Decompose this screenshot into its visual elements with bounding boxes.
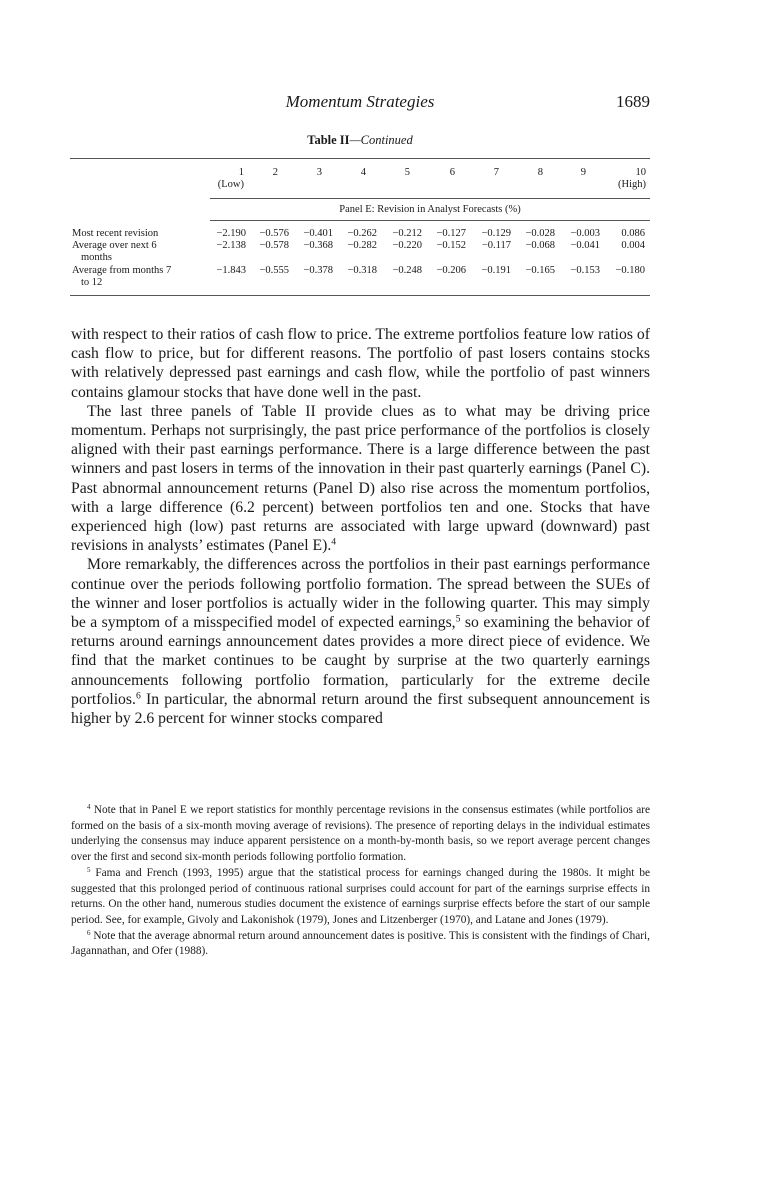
paragraph-3-text-b: so examining the behavior of returns around earnings announcement dates provides a more direct piece of evidence. We find that the market continues to be caught by surprise at the two quarterly earnings announcements following portfolio formation, particularly for the extreme decile portfolios. <box>71 614 650 708</box>
row-label-line: Most recent revision <box>72 228 159 239</box>
table-cell: 0.086 <box>621 228 645 239</box>
table-title-italic: —Continued <box>349 133 413 147</box>
table-cell: −0.180 <box>615 265 645 276</box>
table-cell: −0.165 <box>525 265 555 276</box>
table-cell: −2.138 <box>216 240 246 251</box>
column-header-bottom: 2 <box>272 167 278 178</box>
running-head <box>70 92 650 114</box>
table-cell: 0.004 <box>621 240 645 251</box>
footnotes <box>71 803 650 960</box>
table-cell: −0.368 <box>303 240 333 251</box>
column-header-bottom: 3 <box>316 167 322 178</box>
paragraph-1: with respect to their ratios of cash flow to price. The extreme portfolios feature low ratios of cash flow to price, but for different reasons. The portfolio of past losers contains stocks with relatively depressed past earnings and cash flow, while the portfolio of past winners contains glamour stocks that have done well in the past. <box>71 326 650 401</box>
row-label-line: Average over next 6 <box>72 240 157 251</box>
table-cell: −0.262 <box>347 228 377 239</box>
table-cell: −0.401 <box>303 228 333 239</box>
body-text <box>71 325 650 728</box>
table-cell: −0.206 <box>436 265 466 276</box>
table-cell: −0.212 <box>392 228 422 239</box>
table-bottom-rule <box>70 295 650 296</box>
column-header-8 <box>505 167 543 179</box>
table-cell: −2.190 <box>216 228 246 239</box>
column-header-top: 1 <box>238 167 244 178</box>
column-header-7 <box>461 167 499 179</box>
column-header-bottom: 8 <box>537 167 543 178</box>
panel-upper-rule <box>210 198 650 199</box>
table-cell: −0.220 <box>392 240 422 251</box>
panel-label: Panel E: Revision in Analyst Forecasts (%) <box>339 204 521 215</box>
table-cell: −0.191 <box>481 265 511 276</box>
table-cell: −1.843 <box>216 265 246 276</box>
table-cell: −0.068 <box>525 240 555 251</box>
table-top-rule <box>70 158 650 159</box>
footnote-ref-5[interactable]: 5 <box>455 613 461 625</box>
table-cell: −0.129 <box>481 228 511 239</box>
table-cell: −0.282 <box>347 240 377 251</box>
table-cell: −0.003 <box>570 228 600 239</box>
footnote-6 <box>71 929 650 960</box>
table-cell: −0.578 <box>259 240 289 251</box>
table-cell: −0.028 <box>525 228 555 239</box>
footnote-4 <box>71 803 650 866</box>
table-cell: −0.127 <box>436 228 466 239</box>
column-header-4 <box>328 167 366 179</box>
row-label-continuation: to 12 <box>81 276 103 288</box>
table-title <box>70 133 650 148</box>
row-label-average-months-7-12 <box>72 265 207 288</box>
column-header-10 <box>600 167 646 191</box>
paragraph-2 <box>71 402 650 556</box>
row-label-line: Average from months 7 <box>72 265 172 276</box>
column-header-6 <box>417 167 455 179</box>
row-label-average-next-6 <box>72 240 207 263</box>
column-header-bottom: 4 <box>360 167 366 178</box>
table-cell: −0.555 <box>259 265 289 276</box>
footnote-mark: 6 <box>87 928 91 937</box>
column-header-bottom: 5 <box>404 167 410 178</box>
footnote-text: Note that in Panel E we report statistics for monthly percentage revisions in the consensus estimates (while portfolios are formed on the basis of a six-month moving average of revisions). The presence of reporting delays in the individual estimates underlying the consensus may induce apparent persistence on a month-by-month basis, so we report average percent changes over the first and second six-month periods following portfolio formation. <box>71 804 650 864</box>
footnote-mark: 4 <box>87 803 91 812</box>
column-header-bottom: 9 <box>580 167 586 178</box>
table-cell: −0.576 <box>259 228 289 239</box>
paragraph-3-text-a: More remarkably, the differences across the portfolios in their past earnings performance continue over the periods following portfolio formation. The spread between the SUEs of the winner and loser portfolios is actually wider in the following quarter. This may simply be a symptom of a misspecified model of expected earnings, <box>71 556 650 632</box>
column-header-bottom: 6 <box>449 167 455 178</box>
table-cell: −0.248 <box>392 265 422 276</box>
row-label-continuation: months <box>81 251 112 263</box>
paragraph-3 <box>71 555 650 728</box>
footnote-text: Fama and French (1993, 1995) argue that the statistical process for earnings changed during the 1980s. It might be suggested that this prolonged period of continuous rational surprises could account for part of the earnings surprise effects in returns. On the other hand, numerous studies document the existence of earnings surprise effects before the start of our sample period. See, for example, Givoly and Lakonishok (1979), Jones and Litzenberger (1970), and Latane and Jones (1979). <box>71 866 650 926</box>
footnote-text: Note that the average abnormal return around announcement dates is positive. This is consistent with the findings of Chari, Jagannathan, and Ofer (1988). <box>71 929 650 958</box>
table-cell: −0.153 <box>570 265 600 276</box>
column-header-2 <box>240 167 278 179</box>
column-header-9 <box>548 167 586 179</box>
column-header-5 <box>372 167 410 179</box>
page-number: 1689 <box>616 92 650 111</box>
footnote-mark: 5 <box>87 865 91 874</box>
column-header-1 <box>198 167 244 191</box>
table-cell: −0.041 <box>570 240 600 251</box>
column-header-3 <box>284 167 322 179</box>
column-header-bottom: (High) <box>618 179 646 190</box>
table-title-bold: Table II <box>307 133 350 147</box>
panel-lower-rule <box>210 220 650 221</box>
running-title: Momentum Strategies <box>285 92 435 111</box>
paragraph-3-text-c: In particular, the abnormal return around the first subsequent announcement is higher by 2.6 percent for winner stocks compared <box>71 690 650 728</box>
column-header-top: 10 <box>635 167 646 178</box>
table-cell: −0.318 <box>347 265 377 276</box>
footnote-ref-4[interactable]: 4 <box>331 536 337 548</box>
table-cell: −0.378 <box>303 265 333 276</box>
column-header-bottom: 7 <box>493 167 499 178</box>
footnote-ref-6[interactable]: 6 <box>135 690 141 702</box>
table-cell: −0.152 <box>436 240 466 251</box>
paragraph-2-text: The last three panels of Table II provide clues as to what may be driving price momentum. Perhaps not surprisingly, the past price performance of the portfolios is closely aligned with their past earnings performance. There is a large difference between the past winners and past losers in terms of the innovation in their past quarterly earnings (Panel C). Past abnormal announcement returns (Panel D) also rise across the momentum portfolios, with a large difference (6.2 percent) between portfolios ten and one. Stocks that have experienced high (low) past returns are associated with large upward (downward) past revisions in analysts’ estimates (Panel E). <box>71 402 650 555</box>
column-header-bottom: (Low) <box>217 179 244 190</box>
row-label-most-recent-revision <box>72 228 207 240</box>
table-cell: −0.117 <box>481 240 511 251</box>
footnote-5 <box>71 866 650 929</box>
